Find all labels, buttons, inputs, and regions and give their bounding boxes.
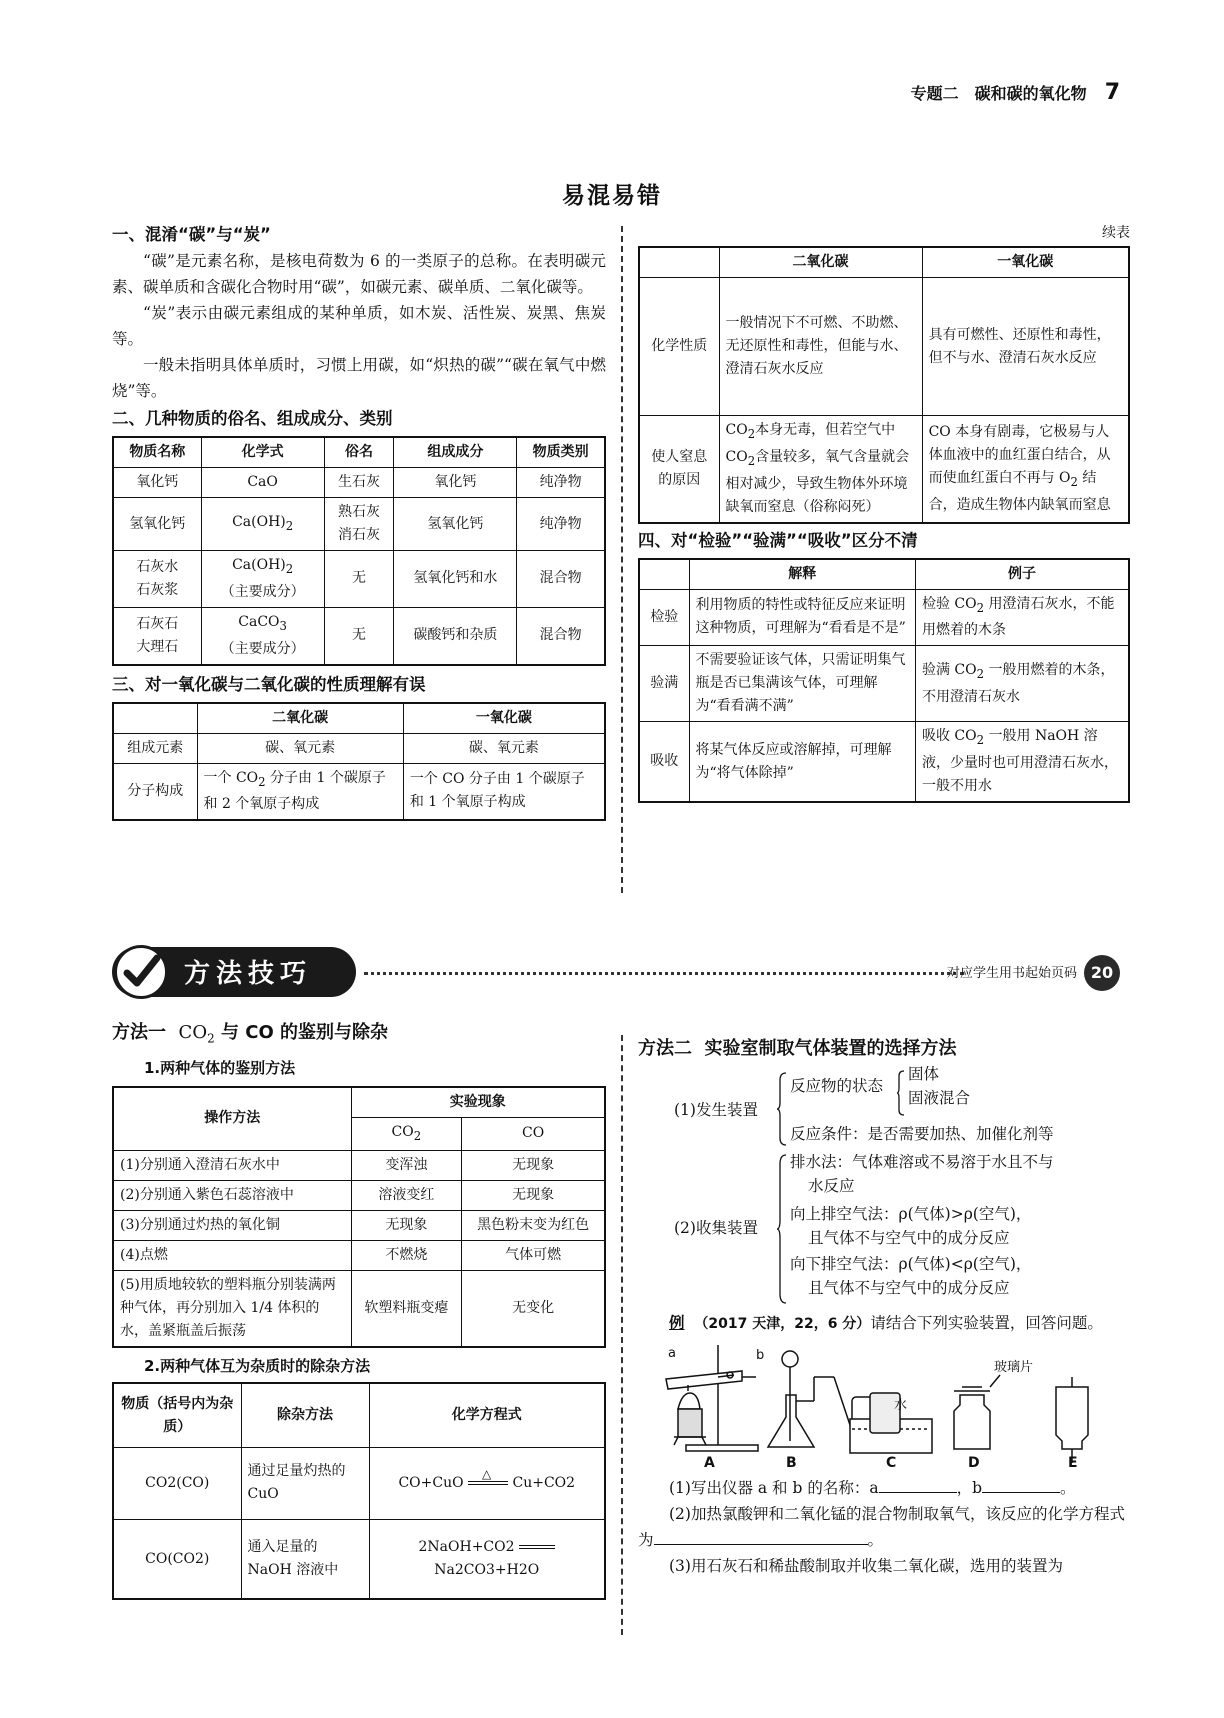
cell [915, 589, 1129, 646]
th-common: 俗名 [324, 437, 394, 468]
subscript: 3 [279, 618, 287, 633]
cell [113, 551, 201, 608]
eq-left: 2NaOH+CO2 [418, 1539, 515, 1556]
q1-end: 。 [1060, 1479, 1076, 1497]
method1-title-text: CO [178, 1022, 208, 1043]
cell: 无变化 [462, 1271, 605, 1348]
corner-cell [639, 247, 719, 278]
table-row [113, 468, 605, 498]
cell: 不燃烧 [351, 1241, 462, 1271]
gen-state-solid: 固体 [908, 1065, 940, 1083]
cell: 无现象 [462, 1151, 605, 1181]
table-row [113, 1151, 605, 1181]
table-row [113, 551, 605, 608]
eq-left: CO+CuO [398, 1474, 464, 1491]
section1-para3: 一般未指明具体单质时，习惯上用碳，如“炽热的碳”“碳在氧气中燃烧”等。 [112, 356, 606, 400]
table-row [113, 498, 605, 551]
table-row [113, 1241, 605, 1271]
common-name: 消石灰 [337, 527, 380, 543]
page-number: 7 [1104, 80, 1120, 105]
question-2 [638, 1501, 1130, 1553]
topic-title: 专题二 碳和碳的氧化物 [910, 84, 1087, 103]
col-method2: 向上排空气法：ρ(气体)>ρ(空气)， [790, 1205, 1032, 1223]
right-column-top [638, 222, 1130, 803]
answer-blank-a[interactable] [879, 1492, 957, 1493]
cell [915, 722, 1129, 802]
section2-heading: 二、几种物质的俗名、组成成分、类别 [112, 409, 393, 428]
table-row [113, 1211, 605, 1241]
cell: CO(CO2) [113, 1519, 241, 1599]
substance-table [112, 436, 606, 666]
cell: 无 [324, 551, 394, 608]
cell [113, 607, 201, 664]
gen-state-mixed: 固液混合 [908, 1089, 971, 1107]
row-label: 吸收 [639, 722, 689, 802]
text: 一般用 NaOH 溶液，少量时也可用澄清石灰水，一般不用水 [921, 728, 1118, 795]
example-intro [638, 1310, 1130, 1337]
apparatus-label-e: E [1068, 1455, 1078, 1471]
cell: 将某气体反应或溶解掉，可理解为“将气体除掉” [689, 722, 915, 802]
text: 一个 CO [203, 769, 259, 786]
subscript: 2 [1070, 474, 1078, 489]
subscript: 2 [747, 453, 756, 468]
text: 分子由 1 个碳原子和 2 个氧原子构成 [203, 769, 386, 813]
cell: 纯净物 [517, 468, 605, 498]
left-column-top [112, 222, 606, 821]
th-co2 [351, 1117, 462, 1151]
section3-heading: 三、对一氧化碳与二氧化碳的性质理解有误 [112, 674, 426, 694]
cell: 氧化钙 [394, 468, 517, 498]
text: 检验 CO [921, 595, 977, 612]
table-row [113, 733, 605, 763]
label-b: b [756, 1348, 765, 1363]
banner-dotted-line [364, 972, 964, 975]
row-label: 化学性质 [639, 278, 719, 416]
cell: 氢氧化钙 [113, 498, 201, 551]
table-row [113, 1519, 605, 1599]
text: 含量较多，氧气含量就会相对减少，导致生物体外环境缺氧而窒息（俗称闷死） [725, 448, 910, 515]
cell [915, 646, 1129, 722]
brace-icon [776, 1154, 788, 1304]
eq-right: Na2CO3+H2O [434, 1562, 540, 1579]
example-source: （2017 天津，22，6 分） [694, 1316, 871, 1332]
gen-label: (1)发生装置 [674, 1101, 758, 1119]
cell: (2)分别通入紫色石蕊溶液中 [113, 1181, 351, 1211]
note: （主要成分） [220, 583, 305, 600]
th-substance: 物质（括号内为杂质） [113, 1383, 241, 1447]
collection-device-block [638, 1150, 1130, 1306]
methods-banner [112, 945, 1122, 1001]
apparatus-label-c: C [886, 1455, 897, 1471]
th-co: 一氧化碳 [922, 247, 1129, 278]
section1-heading: 一、混淆“碳”与“炭” [112, 225, 271, 244]
substance-name: 石灰石 [136, 615, 179, 632]
cell: 混合物 [517, 607, 605, 664]
question-3: (3)用石灰石和稀盐酸制取并收集二氧化碳，选用的装置为 [669, 1557, 1063, 1575]
section1-para2: “炭”表示由碳元素组成的某种单质，如木炭、活性炭、炭黑、焦炭等。 [112, 304, 606, 348]
cell: 无 [324, 607, 394, 664]
row-label: 验满 [639, 646, 689, 722]
section4-heading: 四、对“检验”“验满”“吸收”区分不清 [638, 530, 918, 550]
cell: 变浑浊 [351, 1151, 462, 1181]
text: 用澄清石灰水，不能用燃着的木条 [921, 595, 1115, 639]
text: 验满 CO [921, 661, 977, 678]
label-water: 水 [894, 1398, 908, 1413]
th-name: 物质名称 [113, 437, 201, 468]
brace-icon [776, 1072, 788, 1146]
table-row [639, 416, 1129, 523]
q1-text: ，b [956, 1479, 983, 1497]
example-label: 例 [669, 1314, 685, 1332]
cell [197, 763, 403, 820]
th-operation: 操作方法 [113, 1087, 351, 1151]
table-row [639, 278, 1129, 416]
banner-page-badge: 20 [1084, 955, 1120, 991]
eq-sign [468, 1466, 508, 1485]
cell: 一般情况下不可燃、不助燃、无还原性和毒性，但能与水、澄清石灰水反应 [719, 278, 922, 416]
text: 结合，造成生物体内缺氧而窒息 [928, 469, 1111, 513]
subscript: 2 [976, 600, 985, 615]
cell: 黑色粉末变为红色 [462, 1211, 605, 1241]
table-row [113, 763, 605, 820]
th-phenomenon: 实验现象 [351, 1087, 605, 1118]
cell [201, 551, 324, 608]
method1-title-text: 与 CO 的鉴别与除杂 [214, 1022, 389, 1043]
cell: 生石灰 [324, 468, 394, 498]
cell: CaO [201, 468, 324, 498]
th-composition: 组成成分 [394, 437, 517, 468]
cell: 无现象 [462, 1181, 605, 1211]
cell [324, 498, 394, 551]
formula: Ca(OH) [232, 513, 286, 530]
label-glass-plate: 玻璃片 [994, 1360, 1034, 1375]
text: CO 本身有剧毒，它极易与人体血液中的血红蛋白结合，从而使血红蛋白不再与 O [928, 423, 1111, 486]
page-title: 易混易错 [562, 183, 662, 209]
left-column-bottom [112, 1018, 606, 1600]
formula: CaCO [238, 613, 280, 630]
cell: 通入足量的 NaOH 溶液中 [241, 1519, 369, 1599]
identification-table [112, 1086, 606, 1349]
equation-cell [369, 1519, 605, 1599]
cell: (4)点燃 [113, 1241, 351, 1271]
answer-blank-equation[interactable] [654, 1544, 868, 1545]
corner-cell [113, 703, 197, 734]
cell: 利用物质的特性或特征反应来证明这种物质，可理解为“看看是不是” [689, 589, 915, 646]
subscript: 2 [207, 1031, 215, 1046]
th-class: 物质类别 [517, 437, 605, 468]
table-row [639, 646, 1129, 722]
cell: 具有可燃性、还原性和毒性，但不与水、澄清石灰水反应 [922, 278, 1129, 416]
cell: 气体可燃 [462, 1241, 605, 1271]
corner-cell [639, 559, 689, 590]
example-text: 请结合下列实验装置，回答问题。 [870, 1314, 1103, 1332]
row-label: 检验 [639, 589, 689, 646]
table-row [639, 722, 1129, 802]
heat-condition: △ [482, 1466, 492, 1481]
table-row [113, 1271, 605, 1348]
apparatus-figure [638, 1337, 1130, 1475]
method1-sub2: 2.两种气体互为杂质时的除杂方法 [144, 1357, 371, 1376]
cell: 溶液变红 [351, 1181, 462, 1211]
th-explanation: 解释 [689, 559, 915, 590]
subscript: 2 [258, 774, 266, 789]
method2-title [638, 1034, 1130, 1064]
note: （主要成分） [220, 640, 305, 657]
common-name: 熟石灰 [337, 504, 380, 520]
subscript: 2 [747, 426, 756, 441]
cell [201, 498, 324, 551]
th-co2: 二氧化碳 [197, 703, 403, 734]
row-label: 组成元素 [113, 733, 197, 763]
table-row [113, 1447, 605, 1519]
gen-condition: 反应条件：是否需要加热、加催化剂等 [790, 1125, 1054, 1143]
banner-ref-text: 对应学生用书起始页码 [947, 966, 1078, 981]
cell: 碳、氧元素 [197, 733, 403, 763]
cell: CO2(CO) [113, 1447, 241, 1519]
subscript: 2 [285, 518, 294, 533]
gen-state: 反应物的状态 [790, 1077, 884, 1095]
banner-title: 方法技巧 [184, 959, 313, 989]
cell: 混合物 [517, 551, 605, 608]
co-co2-continued-table [638, 246, 1130, 524]
method1-title [112, 1018, 606, 1054]
table-row [113, 1181, 605, 1211]
equation-cell [369, 1447, 605, 1519]
text: 一般用燃着的木条，不用澄清石灰水 [921, 661, 1115, 705]
section1-para1: “碳”是元素名称，是核电荷数为 6 的一类原子的总称。在表明碳元素、碳单质和含碳化合物时用“碳”，如碳元素、碳单质、二氧化碳等。 [112, 252, 606, 296]
text: CO [725, 422, 748, 438]
row-label: 分子构成 [113, 763, 197, 820]
checkmark-icon [114, 945, 168, 999]
subscript: 2 [976, 733, 985, 748]
apparatus-label-a: A [704, 1455, 715, 1471]
col-label: (2)收集装置 [674, 1219, 758, 1237]
impurity-table [112, 1382, 606, 1600]
col-method1-cont: 水反应 [808, 1177, 855, 1195]
th-co2: 二氧化碳 [719, 247, 922, 278]
cell [719, 416, 922, 523]
method2-title-text: 实验室制取气体装置的选择方法 [704, 1038, 957, 1059]
substance-name: 石灰浆 [136, 581, 179, 598]
cell [922, 416, 1129, 523]
cell: 氢氧化钙 [394, 498, 517, 551]
formula: Ca(OH) [232, 557, 286, 573]
col-method1: 排水法：气体难溶或不易溶于水且不与 [790, 1153, 1054, 1171]
text: 吸收 CO [921, 728, 977, 745]
text: CO [391, 1123, 414, 1140]
cell: 纯净物 [517, 498, 605, 551]
cell: (1)分别通入澄清石灰水中 [113, 1151, 351, 1181]
col-method3-cont: 且气体不与空气中的成分反应 [808, 1279, 1010, 1297]
right-column-bottom [638, 1034, 1130, 1579]
col-method3: 向下排空气法：ρ(气体)<ρ(空气)， [790, 1255, 1032, 1273]
cell: 碳酸钙和杂质 [394, 607, 517, 664]
cell: (3)分别通过灼热的氧化铜 [113, 1211, 351, 1241]
apparatus-label-b: B [786, 1455, 797, 1471]
cell: 氢氧化钙和水 [394, 551, 517, 608]
test-table [638, 558, 1130, 804]
question-1 [638, 1475, 1130, 1501]
column-divider-lower [621, 1035, 623, 1635]
cell: 不需要验证该气体，只需证明集气瓶是否已集满该气体，可理解为“看看满不满” [689, 646, 915, 722]
subscript: 2 [413, 1128, 422, 1143]
cell: 氧化钙 [113, 468, 201, 498]
th-formula: 化学式 [201, 437, 324, 468]
label-a: a [668, 1346, 676, 1361]
eq-right: Cu+CO2 [512, 1474, 576, 1491]
th-equation: 化学方程式 [369, 1383, 605, 1447]
subscript: 2 [285, 561, 294, 576]
answer-blank-b[interactable] [982, 1492, 1060, 1493]
q1-text: (1)写出仪器 a 和 b 的名称：a [669, 1479, 879, 1497]
row-label: 使人窒息的原因 [639, 416, 719, 523]
substance-name: 大理石 [136, 638, 179, 655]
column-divider [621, 226, 623, 893]
cell: 一个 CO 分子由 1 个碳原子和 1 个氧原子构成 [403, 763, 605, 820]
cell: 软塑料瓶变瘪 [351, 1271, 462, 1348]
cell: (5)用质地较软的塑料瓶分别装满两种气体，再分别加入 1/4 体积的水，盖紧瓶盖后振荡 [113, 1271, 351, 1348]
co-co2-table [112, 702, 606, 822]
subscript: 2 [976, 666, 985, 681]
running-header [110, 80, 1120, 105]
q2-text: (2)加热氯酸钾和二氧化锰的混合物制取氧气，该反应的化学方程式为 [638, 1505, 1125, 1549]
table-row [639, 589, 1129, 646]
brace-icon [896, 1070, 906, 1116]
col-method2-cont: 且气体不与空气中的成分反应 [808, 1229, 1010, 1247]
th-example: 例子 [915, 559, 1129, 590]
cell: 碳、氧元素 [403, 733, 605, 763]
th-co: CO [462, 1117, 605, 1151]
q2-end: 。 [867, 1531, 884, 1549]
th-co: 一氧化碳 [403, 703, 605, 734]
cell: 无现象 [351, 1211, 462, 1241]
continued-note: 续表 [1102, 225, 1130, 241]
table-row [113, 607, 605, 664]
method1-sub1: 1.两种气体的鉴别方法 [144, 1058, 296, 1077]
text: 本身无毒，但若空气中 CO [725, 422, 896, 465]
substance-name: 石灰水 [136, 558, 179, 575]
th-method: 除杂方法 [241, 1383, 369, 1447]
cell: 通过足量灼热的 CuO [241, 1447, 369, 1519]
generation-device-block [638, 1065, 1130, 1150]
eq-sign [519, 1545, 555, 1549]
method2-label: 方法二 [638, 1038, 692, 1059]
apparatus-label-d: D [968, 1455, 980, 1471]
method1-label: 方法一 [112, 1022, 166, 1043]
cell [201, 607, 324, 664]
